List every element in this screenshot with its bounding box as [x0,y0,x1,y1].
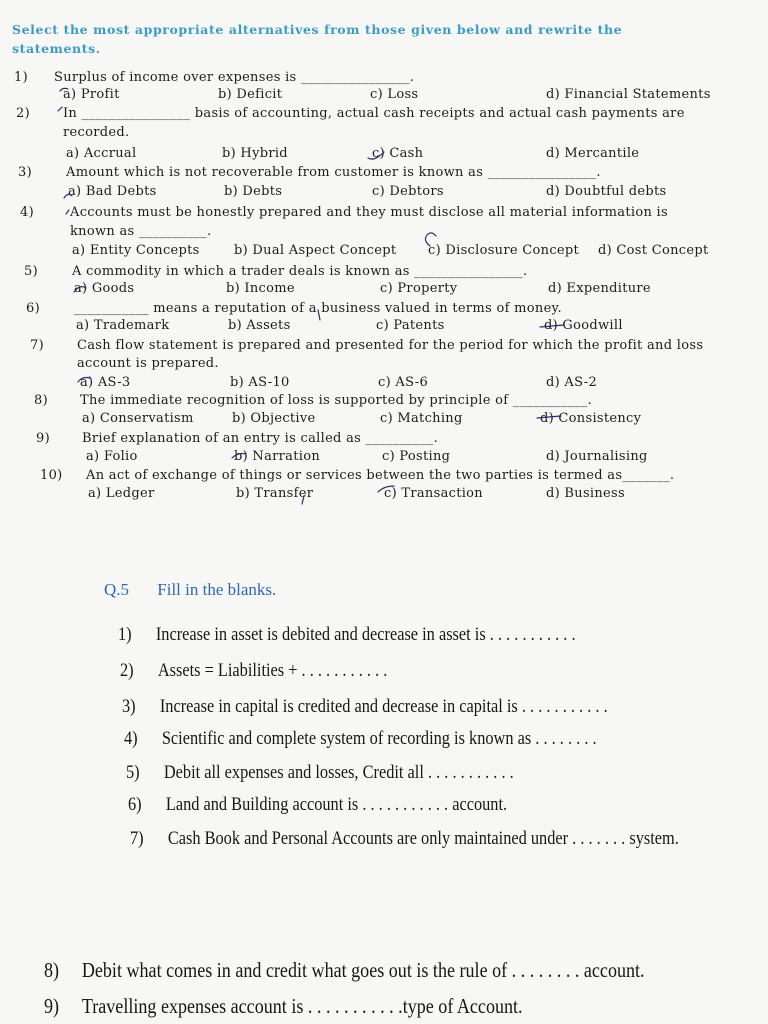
option-c: c) Posting [382,449,451,464]
fill-blank-item-3 [122,696,608,718]
option-a: a) Trademark [76,318,170,333]
item-number: 5) [126,762,140,783]
option-d: d) Financial Statements [546,87,711,102]
section-number: Q.5 [104,580,130,599]
item-number: 3) [122,696,136,717]
question-number: 2) [16,106,30,121]
option-d: d) Journalising [546,449,648,464]
fill-blank-item-5 [126,762,514,784]
option-c: c) Property [380,281,458,296]
option-b: b) Hybrid [222,146,288,161]
question-number: 8) [34,393,48,408]
option-b: b) Income [226,281,295,296]
question-text: ___________ means a reputation of a business valued in terms of money. [74,301,562,316]
question-text: Brief explanation of an entry is called as __________. [82,431,439,446]
question-number: 3) [18,165,32,180]
question-number: 5) [24,264,38,279]
option-a: a) Profit [63,87,120,102]
item-text: Increase in asset is debited and decrease in asset is . . . . . . . . . . . [155,624,576,645]
option-b: b) Objective [232,411,316,426]
option-a: a) Ledger [88,486,155,501]
item-number: 6) [128,794,142,815]
option-a: a) Folio [86,449,138,464]
item-number: 4) [124,728,138,749]
option-a: a) Entity Concepts [72,243,200,258]
question-text: A commodity in which a trader deals is known as ________________. [72,264,528,279]
option-d: d) Business [546,486,625,501]
item-text: Scientific and complete system of recording is known as . . . . . . . . [161,728,597,749]
option-a: a) AS-3 [80,375,131,390]
item-text: Land and Building account is . . . . . . . . . . . account. [165,794,508,815]
option-c: c) Disclosure Concept [428,243,580,258]
option-b: b) Assets [228,318,291,333]
item-text: Debit what comes in and credit what goes out is the rule of . . . . . . . . account. [81,958,645,982]
question-text: The immediate recognition of loss is supported by principle of ___________. [80,393,593,408]
instructions-heading: Select the most appropriate alternatives from those given below and rewrite the statements. [12,22,623,56]
option-b: b) Debts [224,184,283,199]
question-text: In ________________ basis of accounting, actual cash receipts and actual cash payments are [63,106,685,121]
fill-blank-item-8 [44,958,645,983]
option-a: a) Goods [74,281,135,296]
option-a: a) Accrual [66,146,137,161]
option-c: c) AS-6 [378,375,429,390]
item-number: 1) [118,624,132,645]
option-b: b) Deficit [218,87,283,102]
option-d: d) AS-2 [546,375,598,390]
item-number: 8) [44,958,60,982]
question-text: Surplus of income over expenses is ________________. [54,70,415,85]
option-c: c) Transaction [384,486,483,501]
question-number: 10) [40,468,63,483]
option-a: a) Bad Debts [68,184,157,199]
question-number: 6) [26,301,40,316]
question-text: Amount which is not recoverable from customer is known as ________________. [66,165,601,180]
option-d: d) Consistency [540,411,642,426]
section-title: Fill in the blanks. [157,580,277,599]
option-b: b) AS-10 [230,375,290,390]
question-number: 7) [30,338,44,353]
fill-blank-item-1 [118,624,576,646]
question-text: Accounts must be honestly prepared and they must disclose all material information is [70,205,668,220]
fill-blank-item-9 [44,994,523,1019]
option-d: d) Expenditure [548,281,651,296]
section-q5-heading [104,580,276,600]
option-b: b) Transfer [236,486,314,501]
item-text: Travelling expenses account is . . . . . . . . . . .type of Account. [81,994,523,1018]
option-d: d) Doubtful debts [546,184,667,199]
option-c: c) Loss [370,87,419,102]
item-number: 9) [44,994,60,1018]
question-text-continued: known as __________. [70,224,212,239]
question-text: Cash flow statement is prepared and presented for the period for which the profit and loss [77,338,704,353]
question-number: 1) [14,70,28,85]
question-text: An act of exchange of things or services between the two parties is termed as_______. [86,468,675,483]
option-d: d) Cost Concept [598,243,709,258]
item-text: Cash Book and Personal Accounts are only maintained under . . . . . . . system. [167,828,679,849]
item-text: Debit all expenses and losses, Credit all . . . . . . . . . . . [163,762,514,783]
option-d: d) Mercantile [546,146,640,161]
option-c: c) Debtors [372,184,444,199]
fill-blank-item-7 [130,828,679,850]
question-text-continued: recorded. [63,125,130,140]
fill-blank-item-4 [124,728,597,750]
question-number: 4) [20,205,34,220]
item-number: 2) [120,660,134,681]
option-d: d) Goodwill [544,318,623,333]
option-c: c) Matching [380,411,463,426]
item-text: Assets = Liabilities + . . . . . . . . . . . [157,660,388,681]
item-text: Increase in capital is credited and decrease in capital is . . . . . . . . . . . [159,696,608,717]
fill-blank-item-6 [128,794,507,816]
option-b: b) Narration [234,449,321,464]
question-number: 9) [36,431,50,446]
option-b: b) Dual Aspect Concept [234,243,397,258]
item-number: 7) [130,828,144,849]
fill-blank-item-2 [120,660,387,682]
option-a: a) Conservatism [82,411,194,426]
option-c: c) Cash [372,146,424,161]
option-c: c) Patents [376,318,445,333]
question-text-continued: account is prepared. [77,356,219,371]
